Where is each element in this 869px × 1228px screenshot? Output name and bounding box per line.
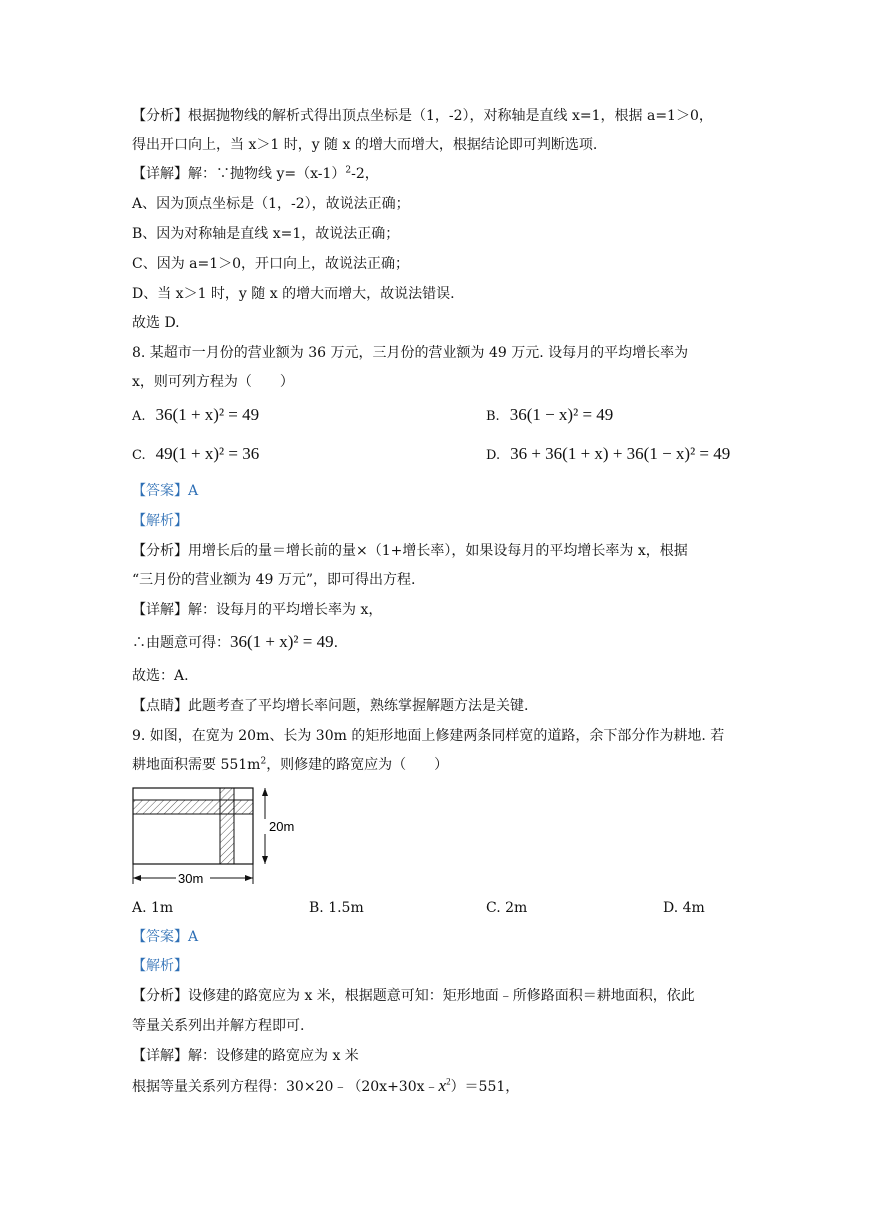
q9-option-b: B. 1.5m [309,900,364,916]
q9-analysis: 【分析】设修建的路宽应为 x 米，根据题意可知：矩形地面﹣所修路面积＝耕地面积，依此 [132,988,695,1004]
text-line: C、因为 a=1＞0，开口向上，故说法正确； [132,256,410,272]
q8-dianjing: 【点睛】此题考查了平均增长率问题，熟练掌握解题方法是关键. [132,698,529,714]
horizontal-road [133,800,253,814]
q9-option-a: A. 1m [132,900,174,916]
q8-detail: 【详解】解：设每月的平均增长率为 x， [132,602,383,618]
text-line: B、因为对称轴是直线 x=1，故说法正确； [132,226,400,242]
question-9-stem: 耕地面积需要 $551m^2$，则修建的路宽应为（ ） [132,756,449,773]
text-line: A、因为顶点坐标是（1，-2），故说法正确； [132,196,410,212]
q9-option-c: C. 2m [486,900,528,916]
q9-option-d: D. 4m [663,900,705,916]
q9-answer: 【答案】A [132,929,199,945]
q8-option-c: C. 49(1 + x)² = 36 [132,444,260,463]
q8-jiexi: 【解析】 [132,513,188,529]
text-line: D、当 x＞1 时，y 随 x 的增大而增大，故说法错误. [132,286,455,302]
width-label: 30m [178,871,204,886]
q9-detail: 【详解】解：设修建的路宽应为 x 米 [132,1048,359,1064]
question-9-stem: 9. 如图，在宽为 20m、长为 30m 的矩形地面上修建两条同样宽的道路，余下部分作为耕地. 若 [132,728,725,744]
q8-analysis: “三月份的营业额为 49 万元”，即可得出方程. [132,572,416,588]
q8-option-b: B. 36(1 − x)² = 49 [486,405,614,424]
q8-detail-equation: ∴由题意可得：36(1 + x)² = 49. [132,632,339,651]
q9-jiexi: 【解析】 [132,958,188,974]
q9-detail-equation: 根据等量关系列方程得：$30\times 20﹣(20x+30x﹣x^2)=551$， [132,1076,520,1095]
q8-answer: 【答案】A [132,483,199,499]
q9-analysis: 等量关系列出并解方程即可. [132,1018,305,1034]
field-rectangle [133,788,253,864]
q8-option-a: A. 36(1 + x)² = 49 [132,405,260,424]
text-line: 【详解】解：∵抛物线 $y=(x-1)^2-2$， [132,165,379,182]
q8-choose: 故选：A. [132,668,189,684]
question-8-stem: 8. 某超市一月份的营业额为 36 万元，三月份的营业额为 49 万元. 设每月的平均增长率为 [132,345,689,361]
q8-option-d: D. 36 + 36(1 + x) + 36(1 − x)² = 49 [486,444,731,463]
q8-analysis: 【分析】用增长后的量＝增长前的量×（1+增长率），如果设每月的平均增长率为 x，根据 [132,543,688,559]
road-diagram [128,786,298,886]
question-8-stem: x，则可列方程为（ ） [132,374,294,390]
text-line: 【分析】根据抛物线的解析式得出顶点坐标是（1，-2），对称轴是直线 x=1，根据 a=1＞0， [132,108,713,124]
vertical-road [220,788,234,864]
text-line: 得出开口向上，当 x＞1 时，y 随 x 的增大而增大，根据结论即可判断选项. [132,137,598,153]
text-line: 故选 D. [132,315,180,331]
height-label: 20m [269,819,295,834]
